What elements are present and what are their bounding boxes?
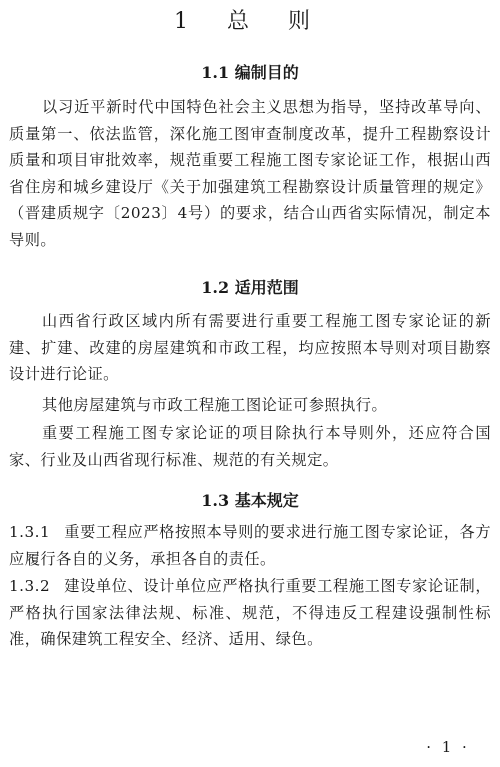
clause-text: 建设单位、设计单位应严格执行重要工程施工图专家论证制，严格执行国家法律法规、标准、规范，不得违反工程建设强制性标准，确保建筑工程安全、经济、适用、绿色。 xyxy=(9,577,491,648)
clause-1-3-2 xyxy=(9,573,491,653)
clause-number: 1.3.2 xyxy=(9,577,51,595)
page-number: · 1 · xyxy=(426,738,470,756)
section-heading-1-2: 1.2 适用范围 xyxy=(201,278,299,297)
paragraph-scope-main: 山西省行政区域内所有需要进行重要工程施工图专家论证的新建、扩建、改建的房屋建筑和市政工程，均应按照本导则对项目勘察设计进行论证。 xyxy=(9,312,491,383)
clause-1-3-1 xyxy=(9,519,491,572)
section-heading-1-3: 1.3 基本规定 xyxy=(201,491,299,510)
chapter-title: 1 总 则 xyxy=(174,9,326,34)
paragraph-purpose: 以习近平新时代中国特色社会主义思想为指导，坚持改革导向、质量第一、依法监管，深化施工图审查制度改革，提升工程勘察设计质量和项目审批效率，规范重要工程施工图专家论证工作，根据山西省住房和城乡建设厅《关于加强建筑工程勘察设计质量管理的规定》（晋建质规字〔2023〕4号）的要求，结合山西省实际情况，制定本导则。 xyxy=(9,98,491,249)
section-heading-1-1: 1.1 编制目的 xyxy=(201,63,299,82)
paragraph-scope-reference: 其他房屋建筑与市政工程施工图论证可参照执行。 xyxy=(42,396,388,414)
clause-text: 重要工程应严格按照本导则的要求进行施工图专家论证，各方应履行各自的义务，承担各自的责任。 xyxy=(9,523,491,568)
paragraph-scope-standards: 重要工程施工图专家论证的项目除执行本导则外，还应符合国家、行业及山西省现行标准、规范的有关规定。 xyxy=(9,424,491,469)
clause-number: 1.3.1 xyxy=(9,523,51,541)
